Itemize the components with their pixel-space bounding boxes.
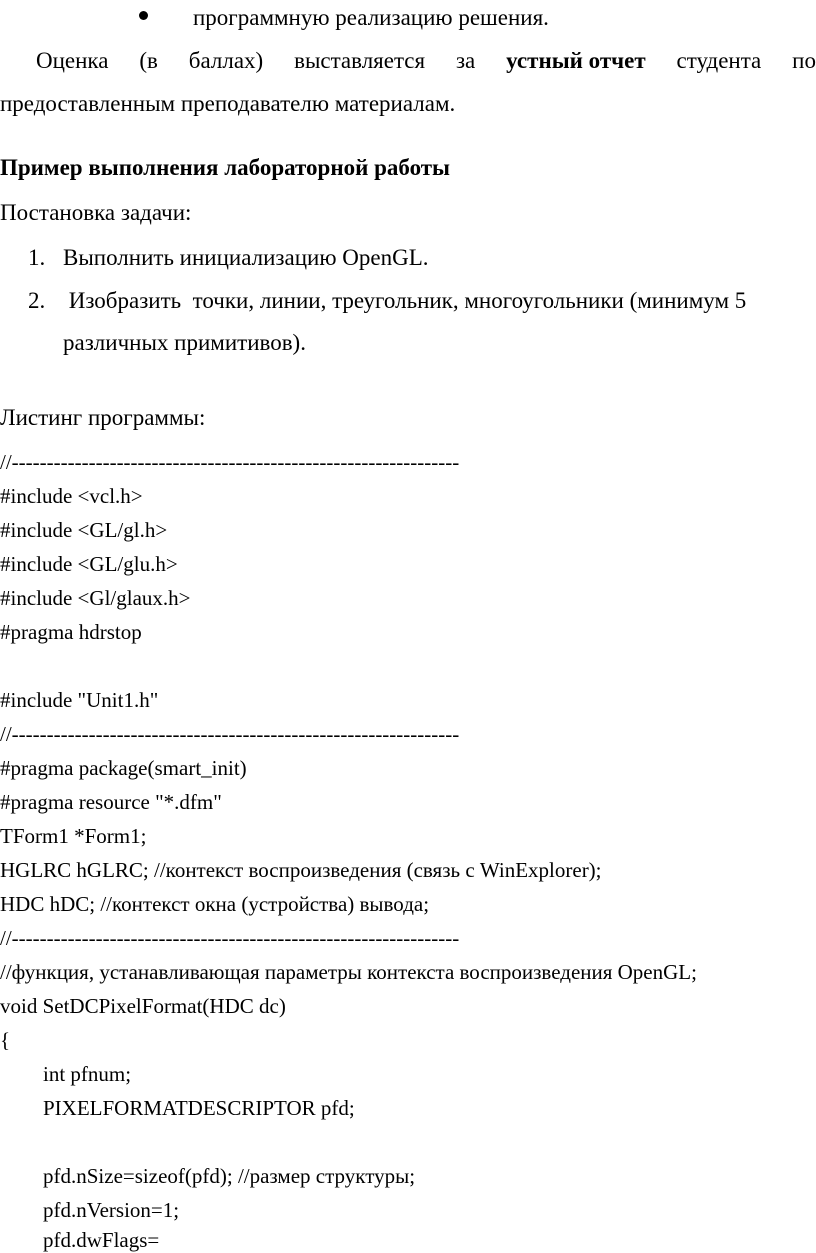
code-line: TForm1 *Form1; <box>0 824 147 848</box>
task-text: Изобразить точки, линии, треугольник, многоугольники (минимум 5 <box>63 288 747 313</box>
code-line: pfd.nSize=sizeof(pfd); //размер структуры; <box>43 1164 416 1188</box>
code-line: #pragma hdrstop <box>0 620 142 644</box>
listing-label: Листинг программы: <box>0 405 206 430</box>
assessment-word: за <box>455 48 476 73</box>
code-line: #pragma resource "*.dfm" <box>0 790 222 814</box>
task-number: 2. <box>28 288 46 313</box>
code-line: #include <Gl/glaux.h> <box>0 586 191 610</box>
assessment-word: (в <box>139 48 158 73</box>
task-text: Выполнить инициализацию OpenGL. <box>63 245 429 270</box>
code-comment: //функция, устанавливающая параметры контекста воспроизведения OpenGL; <box>0 960 697 984</box>
assessment-paragraph-line-1 <box>36 47 816 75</box>
code-separator: //---------------------------------------------------------------- <box>0 450 460 474</box>
assessment-word: Оценка <box>36 48 109 73</box>
code-line: void SetDCPixelFormat(HDC dc) <box>0 994 286 1018</box>
assessment-word: студента <box>676 48 762 73</box>
code-line: #include <vcl.h> <box>0 484 143 508</box>
code-line: HGLRC hGLRC; //контекст воспроизведения (связь с WinExplorer); <box>0 858 602 882</box>
code-separator: //---------------------------------------------------------------- <box>0 722 460 746</box>
code-line: PIXELFORMATDESCRIPTOR pfd; <box>43 1096 355 1120</box>
bullet-dot-icon <box>139 11 148 20</box>
assessment-word: по <box>792 48 816 73</box>
code-line: #include "Unit1.h" <box>0 688 159 712</box>
assessment-word: выставляется <box>294 48 426 73</box>
assessment-paragraph-line-2: предоставленным преподавателю материалам. <box>0 91 456 116</box>
section-heading: Пример выполнения лабораторной работы <box>0 155 451 180</box>
task-label: Постановка задачи: <box>0 200 192 225</box>
task-item-2-continuation: различных примитивов). <box>63 330 306 355</box>
code-line: pfd.dwFlags= <box>43 1228 160 1252</box>
code-line: #include <GL/gl.h> <box>0 518 168 542</box>
assessment-bold-text: устный отчет <box>506 48 646 73</box>
code-line: int pfnum; <box>43 1062 132 1086</box>
code-line: #include <GL/glu.h> <box>0 552 178 576</box>
assessment-word: баллах) <box>188 48 264 73</box>
code-separator: //---------------------------------------------------------------- <box>0 926 460 950</box>
bullet-item-text: программную реализацию решения. <box>193 5 549 30</box>
code-line: #pragma package(smart_init) <box>0 756 247 780</box>
task-number: 1. <box>28 245 46 270</box>
code-line: HDC hDC; //контекст окна (устройства) вывода; <box>0 892 430 916</box>
code-line: pfd.nVersion=1; <box>43 1198 180 1222</box>
code-line: { <box>0 1028 11 1052</box>
